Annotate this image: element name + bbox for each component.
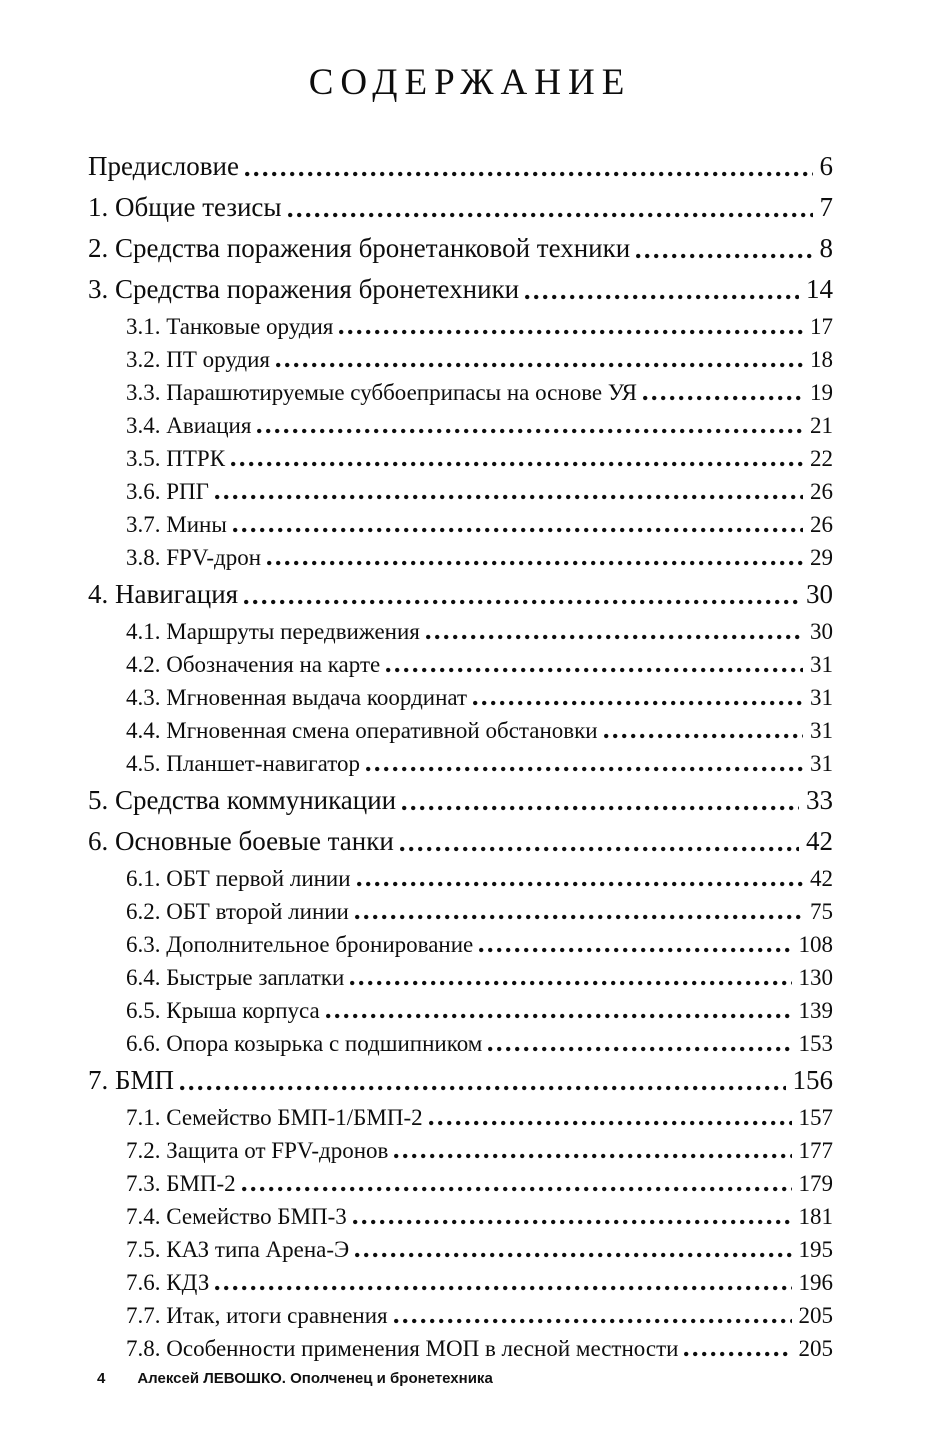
dot-leader xyxy=(400,846,799,852)
dot-leader xyxy=(402,805,799,811)
toc-entry-page: 195 xyxy=(798,1237,833,1262)
dot-leader xyxy=(242,1186,792,1192)
toc-entry-label: 7.7. Итак, итоги сравнения xyxy=(126,1303,388,1328)
toc-entry-page: 157 xyxy=(798,1105,833,1130)
toc-entry xyxy=(88,895,833,928)
dot-leader xyxy=(215,494,803,500)
toc-entry-label: 4.2. Обозначения на карте xyxy=(126,652,381,677)
toc-entry-page: 205 xyxy=(798,1336,833,1361)
toc-entry-page: 14 xyxy=(806,274,833,304)
dot-leader xyxy=(604,733,803,739)
toc-entry xyxy=(88,1167,833,1200)
dot-leader xyxy=(257,428,803,434)
dot-leader xyxy=(350,980,791,986)
toc-entry-page: 75 xyxy=(810,899,833,924)
toc-entry-page: 181 xyxy=(798,1204,833,1229)
dot-leader xyxy=(357,881,803,887)
toc-entry xyxy=(88,376,833,409)
toc-entry-label: 6.4. Быстрые заплатки xyxy=(126,965,345,990)
dot-leader xyxy=(429,1120,792,1126)
toc-entry-page: 179 xyxy=(798,1171,833,1196)
toc-entry xyxy=(88,269,833,310)
toc-entry xyxy=(88,508,833,541)
dot-leader xyxy=(386,667,803,673)
toc-entry xyxy=(88,409,833,442)
toc-entry xyxy=(88,574,833,615)
toc-entry xyxy=(88,475,833,508)
toc-entry xyxy=(88,928,833,961)
toc-entry-label: 6.6. Опора козырька с подшипником xyxy=(126,1031,483,1056)
toc-list xyxy=(88,146,833,1365)
dot-leader xyxy=(473,700,803,706)
toc-entry-label: 3.1. Танковые орудия xyxy=(126,314,334,339)
dot-leader xyxy=(366,766,803,772)
dot-leader xyxy=(180,1085,785,1091)
dot-leader xyxy=(244,599,799,605)
toc-entry xyxy=(88,442,833,475)
toc-entry-page: 31 xyxy=(810,685,833,710)
toc-entry xyxy=(88,187,833,228)
dot-leader xyxy=(684,1351,791,1357)
dot-leader xyxy=(288,212,813,218)
dot-leader xyxy=(355,1252,791,1258)
toc-entry-page: 31 xyxy=(810,718,833,743)
toc-entry xyxy=(88,1266,833,1299)
toc-entry-page: 19 xyxy=(810,380,833,405)
toc-entry xyxy=(88,310,833,343)
toc-entry-label: 3.2. ПТ орудия xyxy=(126,347,270,372)
toc-entry-label: 3. Средства поражения бронетехники xyxy=(88,274,520,304)
toc-entry-label: 6.5. Крыша корпуса xyxy=(126,998,320,1023)
toc-entry-label: 7.3. БМП-2 xyxy=(126,1171,236,1196)
toc-entry-label: 4.1. Маршруты передвижения xyxy=(126,619,420,644)
toc-entry xyxy=(88,714,833,747)
toc-entry xyxy=(88,1332,833,1365)
toc-entry-label: 2. Средства поражения бронетанковой техники xyxy=(88,233,631,263)
toc-entry xyxy=(88,780,833,821)
toc-entry-label: 7.2. Защита от FPV-дронов xyxy=(126,1138,389,1163)
toc-entry-page: 42 xyxy=(806,826,833,856)
toc-entry-page: 196 xyxy=(798,1270,833,1295)
dot-leader xyxy=(426,634,803,640)
toc-entry-label: 4.3. Мгновенная выдача координат xyxy=(126,685,468,710)
dot-leader xyxy=(233,527,803,533)
toc-entry xyxy=(88,1101,833,1134)
toc-entry-page: 130 xyxy=(798,965,833,990)
toc-entry-label: 6.1. ОБТ первой линии xyxy=(126,866,351,891)
toc-entry xyxy=(88,615,833,648)
toc-entry-page: 8 xyxy=(819,233,833,263)
toc-entry xyxy=(88,1134,833,1167)
dot-leader xyxy=(326,1013,792,1019)
toc-entry xyxy=(88,1060,833,1101)
toc-entry-page: 18 xyxy=(810,347,833,372)
toc-entry-page: 21 xyxy=(810,413,833,438)
toc-entry-page: 30 xyxy=(806,579,833,609)
dot-leader xyxy=(339,329,803,335)
dot-leader xyxy=(479,947,791,953)
dot-leader xyxy=(267,560,803,566)
toc-entry-page: 205 xyxy=(798,1303,833,1328)
dot-leader xyxy=(245,171,813,177)
toc-entry-label: 4.5. Планшет-навигатор xyxy=(126,751,360,776)
dot-leader xyxy=(353,1219,792,1225)
toc-entry-label: 7.4. Семейство БМП-3 xyxy=(126,1204,347,1229)
toc-entry-label: 3.4. Авиация xyxy=(126,413,252,438)
toc-entry-label: 5. Средства коммуникации xyxy=(88,785,397,815)
toc-entry-label: 3.6. РПГ xyxy=(126,479,209,504)
toc-entry xyxy=(88,994,833,1027)
toc-entry xyxy=(88,681,833,714)
toc-entry-label: 7.6. КДЗ xyxy=(126,1270,210,1295)
dot-leader xyxy=(636,253,812,259)
dot-leader xyxy=(488,1046,791,1052)
toc-entry-page: 139 xyxy=(798,998,833,1023)
toc-entry-page: 22 xyxy=(810,446,833,471)
toc-entry xyxy=(88,1200,833,1233)
toc-entry-label: 4.4. Мгновенная смена оперативной обстановки xyxy=(126,718,598,743)
toc-entry-label: 4. Навигация xyxy=(88,579,239,609)
toc-entry xyxy=(88,541,833,574)
toc-entry-label: 1. Общие тезисы xyxy=(88,192,282,222)
toc-entry-page: 153 xyxy=(798,1031,833,1056)
toc-entry-page: 108 xyxy=(798,932,833,957)
toc-entry-page: 7 xyxy=(819,192,833,222)
toc-entry-page: 156 xyxy=(792,1065,833,1095)
dot-leader xyxy=(215,1285,791,1291)
toc-entry-label: 3.8. FPV-дрон xyxy=(126,545,262,570)
toc-entry-page: 26 xyxy=(810,512,833,537)
toc-entry-page: 31 xyxy=(810,652,833,677)
dot-leader xyxy=(355,914,803,920)
toc-entry-page: 26 xyxy=(810,479,833,504)
toc-entry-label: 3.7. Мины xyxy=(126,512,227,537)
footer-page-number: 4 xyxy=(97,1370,106,1387)
toc-entry-label: Предисловие xyxy=(88,151,239,181)
dot-leader xyxy=(394,1153,791,1159)
dot-leader xyxy=(643,395,803,401)
toc-entry-page: 31 xyxy=(810,751,833,776)
toc-entry-label: 7.1. Семейство БМП-1/БМП-2 xyxy=(126,1105,423,1130)
footer xyxy=(97,1370,493,1387)
toc-entry xyxy=(88,1233,833,1266)
toc-entry xyxy=(88,343,833,376)
toc-entry-page: 29 xyxy=(810,545,833,570)
dot-leader xyxy=(276,362,803,368)
footer-running-title: Алексей ЛЕВОШКО. Ополченец и бронетехника xyxy=(137,1370,493,1387)
toc-entry xyxy=(88,146,833,187)
toc-entry-page: 30 xyxy=(810,619,833,644)
dot-leader xyxy=(525,294,799,300)
toc-entry xyxy=(88,648,833,681)
toc-entry-page: 33 xyxy=(806,785,833,815)
toc-entry xyxy=(88,1027,833,1060)
toc-entry-label: 7.5. КАЗ типа Арена-Э xyxy=(126,1237,350,1262)
toc-entry-label: 6.3. Дополнительное бронирование xyxy=(126,932,474,957)
toc-entry xyxy=(88,821,833,862)
toc-entry-label: 7. БМП xyxy=(88,1065,175,1095)
toc-entry-label: 6.2. ОБТ второй линии xyxy=(126,899,349,924)
toc-entry-label: 3.3. Парашютируемые суббоеприпасы на основе УЯ xyxy=(126,380,637,405)
toc-entry-page: 17 xyxy=(810,314,833,339)
toc-entry-page: 6 xyxy=(819,151,833,181)
dot-leader xyxy=(394,1318,792,1324)
toc-entry xyxy=(88,1299,833,1332)
toc-entry xyxy=(88,961,833,994)
toc-entry xyxy=(88,862,833,895)
page-title: СОДЕРЖАНИЕ xyxy=(308,61,632,103)
toc-entry-label: 7.8. Особенности применения МОП в лесной местности xyxy=(126,1336,679,1361)
toc-entry-page: 177 xyxy=(798,1138,833,1163)
dot-leader xyxy=(231,461,803,467)
toc-entry-page: 42 xyxy=(810,866,833,891)
toc-entry-label: 3.5. ПТРК xyxy=(126,446,226,471)
toc-entry-label: 6. Основные боевые танки xyxy=(88,826,394,856)
toc-entry xyxy=(88,747,833,780)
toc-entry xyxy=(88,228,833,269)
